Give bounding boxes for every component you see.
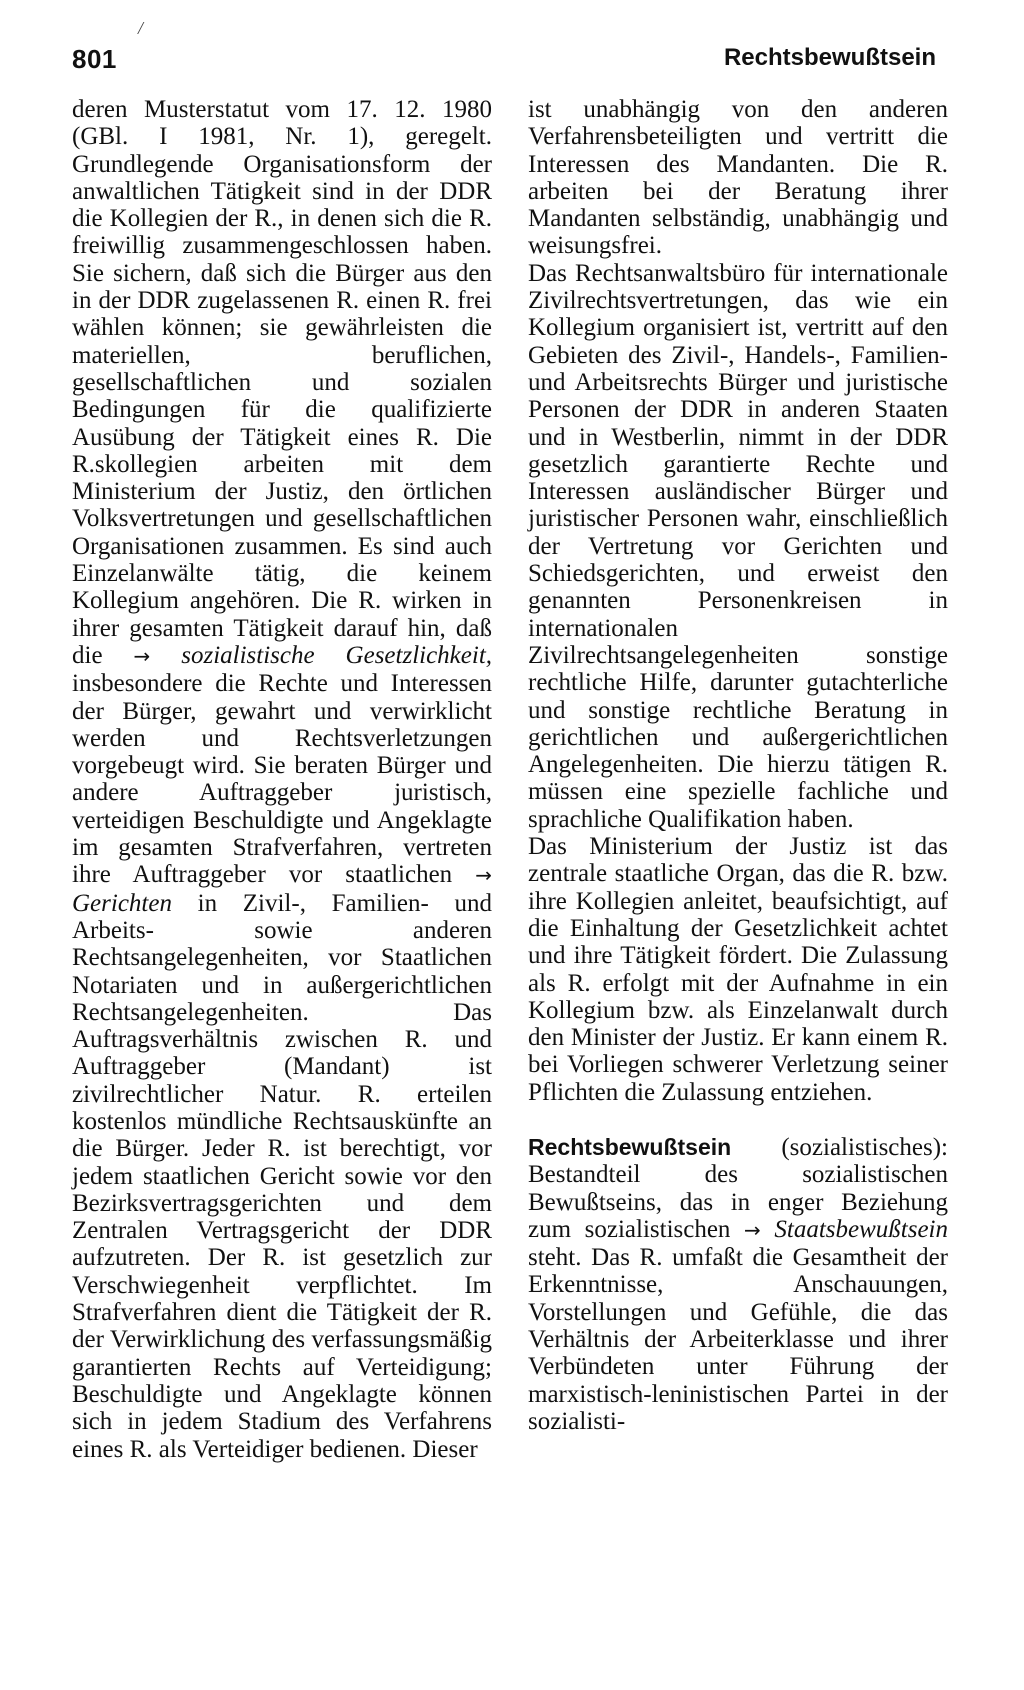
left-column xyxy=(72,96,492,1463)
dictionary-entry xyxy=(528,1134,948,1435)
text-segment: in Zivil-, Familien- und Arbeits- sowie anderen Rechtsangelegenheiten, vor Staatlichen Notariaten und in außergerichtlichen Rechtsangelegenheiten. Das Auftragsverhältnis zwischen R. und Auftraggeber (Mandant) ist zivilrechtlicher Natur. R. erteilen kostenlos mündliche Rechtsauskünfte an die Bürger. Jeder R. ist berechtigt, vor jedem staatlichen Gericht sowie vor den Bezirksvertragsgerichten und dem Zentralen Vertragsgericht der DDR aufzutreten. Der R. ist gesetzlich zur Verschwiegenheit verpflichtet. Im Strafverfahren dient die Tätigkeit der R. der Verwirklichung des verfassungsmäßig garantierten Rechts auf Verteidigung; Beschuldigte und Angeklagte können sich in jedem Stadium des Verfahrens eines R. als Verteidiger bedienen. Dieser xyxy=(72,889,492,1463)
cross-reference-arrow-icon: → xyxy=(744,1217,761,1242)
cross-reference[interactable]: sozialistische Gesetzlichkeit, xyxy=(181,641,493,669)
margin-mark: / xyxy=(138,18,144,38)
left-paragraph xyxy=(72,96,492,1463)
cross-reference-arrow-icon: → xyxy=(475,863,492,888)
cross-reference[interactable]: Staatsbewußtsein xyxy=(774,1215,948,1243)
right-paragraph-continuation: ist unabhängig von den anderen Verfahrensbeteiligten und vertritt die Interessen des Mandanten. Die R. arbeiten bei der Beratung ihrer Mandanten selbständig, unabhängig und weisungsfrei. xyxy=(528,96,948,260)
running-head: Rechtsbewußtsein xyxy=(723,44,936,71)
cross-reference-arrow-icon: → xyxy=(133,643,151,668)
text-segment: deren Musterstatut vom 17. 12. 1980 (GBl. I 1981, Nr. 1), geregelt. Grundlegende Organisationsform der anwaltlichen Tätigkeit sind in der DDR die Kollegien der R., in denen sich die R. freiwillig zusammengeschlossen haben. Sie sichern, daß sich die Bürger aus den in der DDR zugelassenen R. einen R. frei wählen können; sie gewährleisten die materiellen, beruflichen, gesellschaftlichen und sozialen Bedingungen für die qualifizierte Ausübung der Tätigkeit eines R. Die R.skollegien arbeiten mit dem Ministerium der Justiz, den örtlichen Volksvertretungen und gesellschaftlichen Organisationen zusammen. Es sind auch Einzelanwälte tätig, die keinem Kollegium angehören. Die R. wirken in ihrer gesamten Tätigkeit darauf hin, daß die xyxy=(72,96,492,669)
cross-reference[interactable]: Gerichten xyxy=(72,889,172,917)
right-paragraph-ministry: Das Ministerium der Justiz ist das zentrale staatliche Organ, das die R. bzw. ihre Kollegien anleitet, beaufsichtigt, auf die Einhaltung der Gesetzlichkeit achtet und ihre Tätigkeit fördert. Die Zulassung als R. erfolgt mit der Aufnahme in ein Kollegium bzw. als Einzelanwalt durch den Minister der Justiz. Er kann einem R. bei Vorliegen schwerer Verletzung seiner Pflichten die Zulassung entziehen. xyxy=(528,833,948,1106)
entry-headword: Rechtsbewußtsein xyxy=(528,1133,732,1160)
text-segment: (sozialistisches): Bestandteil des sozialistischen Bewußtseins, das in enger Beziehung zum sozialistischen xyxy=(528,1133,948,1243)
right-paragraph-intl-office: Das Rechtsanwaltsbüro für internationale Zivilrechtsvertretungen, das wie ein Kollegium organisiert ist, vertritt auf den Gebieten des Zivil-, Handels-, Familien- und Arbeitsrechts Bürger und juristische Personen der DDR in anderen Staaten und in Westberlin, nimmt in der DDR gesetzlich garantierte Rechte und Interessen ausländischer Bürger und juristischer Personen wahr, einschließlich der Vertretung vor Gerichten und Schiedsgerichten, und erweist den genannten Personenkreisen in internationalen Zivilrechtsangelegenheiten sonstige rechtliche Hilfe, darunter gutachterliche und sonstige rechtliche Beratung in gerichtlichen und außergerichtlichen Angelegenheiten. Die hierzu tätigen R. müssen eine spezielle fachliche und sprachliche Qualifikation haben. xyxy=(528,259,948,833)
text-segment: steht. Das R. umfaßt die Gesamtheit der Erkenntnisse, Anschauungen, Vorstellungen und Gefühle, die das Verhältnis der Arbeiterklasse und ihrer Verbündeten unter Führung der marxistisch-leninistischen Partei in der sozialisti- xyxy=(528,1244,948,1435)
text-segment: insbesondere die Rechte und Interessen der Bürger, gewahrt und verwirklicht werden und Rechtsverletzungen vorgebeugt wird. Sie beraten Bürger und andere Auftraggeber juristisch, verteidigen Beschuldigte und Angeklagte im gesamten Strafverfahren, vertreten ihre Auftraggeber vor staatlichen xyxy=(72,670,492,889)
right-column xyxy=(528,96,948,1435)
page-number: 801 xyxy=(72,44,117,74)
